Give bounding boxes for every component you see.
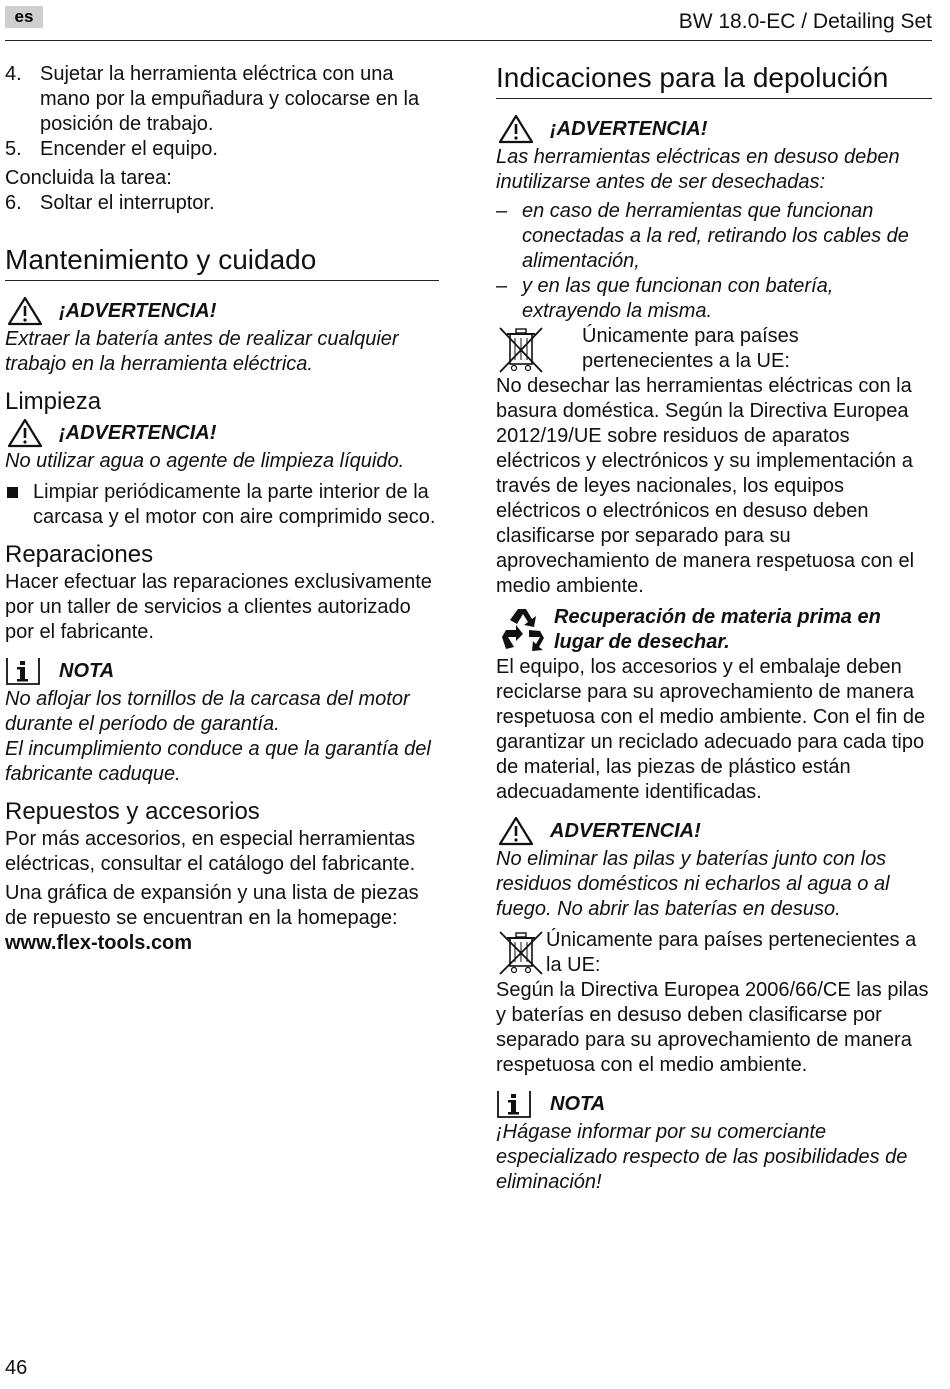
cleaning-warning-text: No utilizar agua o agente de limpieza líquido. (5, 450, 405, 472)
battery-warning (496, 815, 932, 847)
repairs-note-text-1: No aflojar los tornillos de la carcasa del motor durante el período de garantía. (5, 688, 410, 735)
cleaning-warning (5, 417, 439, 449)
square-bullet-icon (5, 480, 33, 530)
maintenance-heading: Mantenimiento y cuidado (5, 244, 439, 281)
step-number: 5. (5, 138, 22, 160)
spares-heading: Repuestos y accesorios (5, 798, 260, 825)
spares-text-1: Por más accesorios, en especial herramientas eléctricas, consultar el catálogo del fabricante. (5, 828, 416, 875)
crossed-bin-icon (496, 928, 546, 976)
eu-label-2: Únicamente para países pertenecientes a la UE: (546, 929, 917, 976)
maintenance-warning-text: Extraer la batería antes de realizar cualquier trabajo en la herramienta eléctrica. (5, 328, 399, 375)
eu-text-2: Según la Directiva Europea 2006/66/CE las pilas y baterías en desuso deben clasificarse por separado para su aprovechamiento de manera respetuosa con el medio ambiente. (496, 979, 929, 1076)
dash-item (496, 274, 932, 324)
dash-marker: – (496, 275, 508, 297)
warning-label: ¡ADVERTENCIA! (59, 299, 217, 322)
right-column (496, 62, 932, 1195)
dash-item-text: en caso de herramientas que funcionan conectadas a la red, retirando los cables de alimentación, (522, 200, 909, 272)
warning-triangle-icon (5, 296, 49, 326)
disposal-warning-text: Las herramientas eléctricas en desuso deben inutilizarse antes de ser desechadas: (496, 146, 900, 193)
warning-triangle-icon (5, 418, 49, 448)
crossed-bin-icon (496, 324, 582, 374)
cleaning-bullet (5, 480, 439, 530)
recycle-icon (496, 605, 554, 655)
step-text: Soltar el interruptor. (40, 192, 215, 214)
note-label: NOTA (59, 659, 115, 682)
info-note-icon (5, 656, 49, 686)
step-number: 6. (5, 192, 22, 214)
step-item (5, 191, 439, 216)
repairs-heading: Reparaciones (5, 541, 154, 568)
step-item (5, 137, 439, 162)
conclude-label: Concluida la tarea: (5, 167, 172, 189)
recycle-text: El equipo, los accesorios y el embalaje deben reciclarse para su aprovechamiento de manera respetuosa con el medio ambiente. Con el fin de garantizar un reciclado adecuado para cada tipo de material, las piezas de plástico están adecuadamente identificadas. (496, 656, 926, 803)
eu-text-1: No desechar las herramientas eléctricas con la basura doméstica. Según la Directiva Europea 2012/19/UE sobre residuos de aparatos eléctricos y electrónicos y su implementación a través de leyes nacionales, los equipos eléctricos o electrónicos en desuso deben clasificarse por separado para su aprovechamiento de manera respetuosa con el medio ambiente. (496, 375, 915, 597)
repairs-note-text-2: El incumplimiento conduce a que la garantía del fabricante caduque. (5, 738, 431, 785)
step-item (5, 62, 439, 137)
disposal-note-text: ¡Hágase informar por su comerciante especializado respecto de las posibilidades de eliminación! (496, 1121, 908, 1193)
eu-label-1: Únicamente para países pertenecientes a la UE: (582, 325, 799, 372)
spares-text-2-body: Una gráfica de expansión y una lista de piezas de repuesto se encuentran en la homepage: (5, 882, 419, 929)
maintenance-warning (5, 295, 439, 327)
warning-triangle-icon (496, 114, 540, 144)
dash-marker: – (496, 200, 508, 222)
note-label: NOTA (550, 1092, 606, 1115)
disposal-note (496, 1088, 932, 1120)
recycle-block (496, 605, 932, 655)
step-number: 4. (5, 63, 22, 85)
eu-block-2 (496, 928, 932, 978)
warning-label: ¡ADVERTENCIA! (550, 117, 708, 140)
document-title: BW 18.0-EC / Detailing Set (678, 10, 932, 33)
repairs-note (5, 655, 439, 687)
recycle-label: Recuperación de materia prima en lugar de desechar. (554, 606, 881, 653)
repairs-text: Hacer efectuar las reparaciones exclusivamente por un taller de servicios a clientes autorizado por el fabricante. (5, 571, 432, 643)
step-text: Encender el equipo. (40, 138, 218, 160)
battery-warning-text: No eliminar las pilas y baterías junto con los residuos domésticos ni echarlos al agua o al fuego. No abrir las baterías en desuso. (496, 848, 890, 920)
info-note-icon (496, 1089, 540, 1119)
disposal-heading: Indicaciones para la depolución (496, 62, 932, 99)
header-rule (5, 40, 932, 41)
page-number: 46 (5, 1357, 28, 1379)
dash-item-text: y en las que funcionan con batería, extrayendo la misma. (522, 275, 834, 322)
dash-item (496, 199, 932, 274)
disposal-warning (496, 113, 932, 145)
cleaning-bullet-text: Limpiar periódicamente la parte interior de la carcasa y el motor con aire comprimido seco. (33, 481, 436, 528)
homepage-link[interactable]: www.flex-tools.com (5, 932, 193, 954)
spares-text-2 (5, 881, 439, 956)
cleaning-heading: Limpieza (5, 388, 102, 415)
warning-label: ADVERTENCIA! (550, 819, 701, 842)
warning-label: ¡ADVERTENCIA! (59, 421, 217, 444)
language-tag: es (5, 6, 43, 28)
step-text: Sujetar la herramienta eléctrica con una mano por la empuñadura y colocarse en la posición de trabajo. (40, 63, 420, 135)
warning-triangle-icon (496, 816, 540, 846)
left-column (5, 62, 439, 956)
eu-block-1 (496, 324, 932, 374)
